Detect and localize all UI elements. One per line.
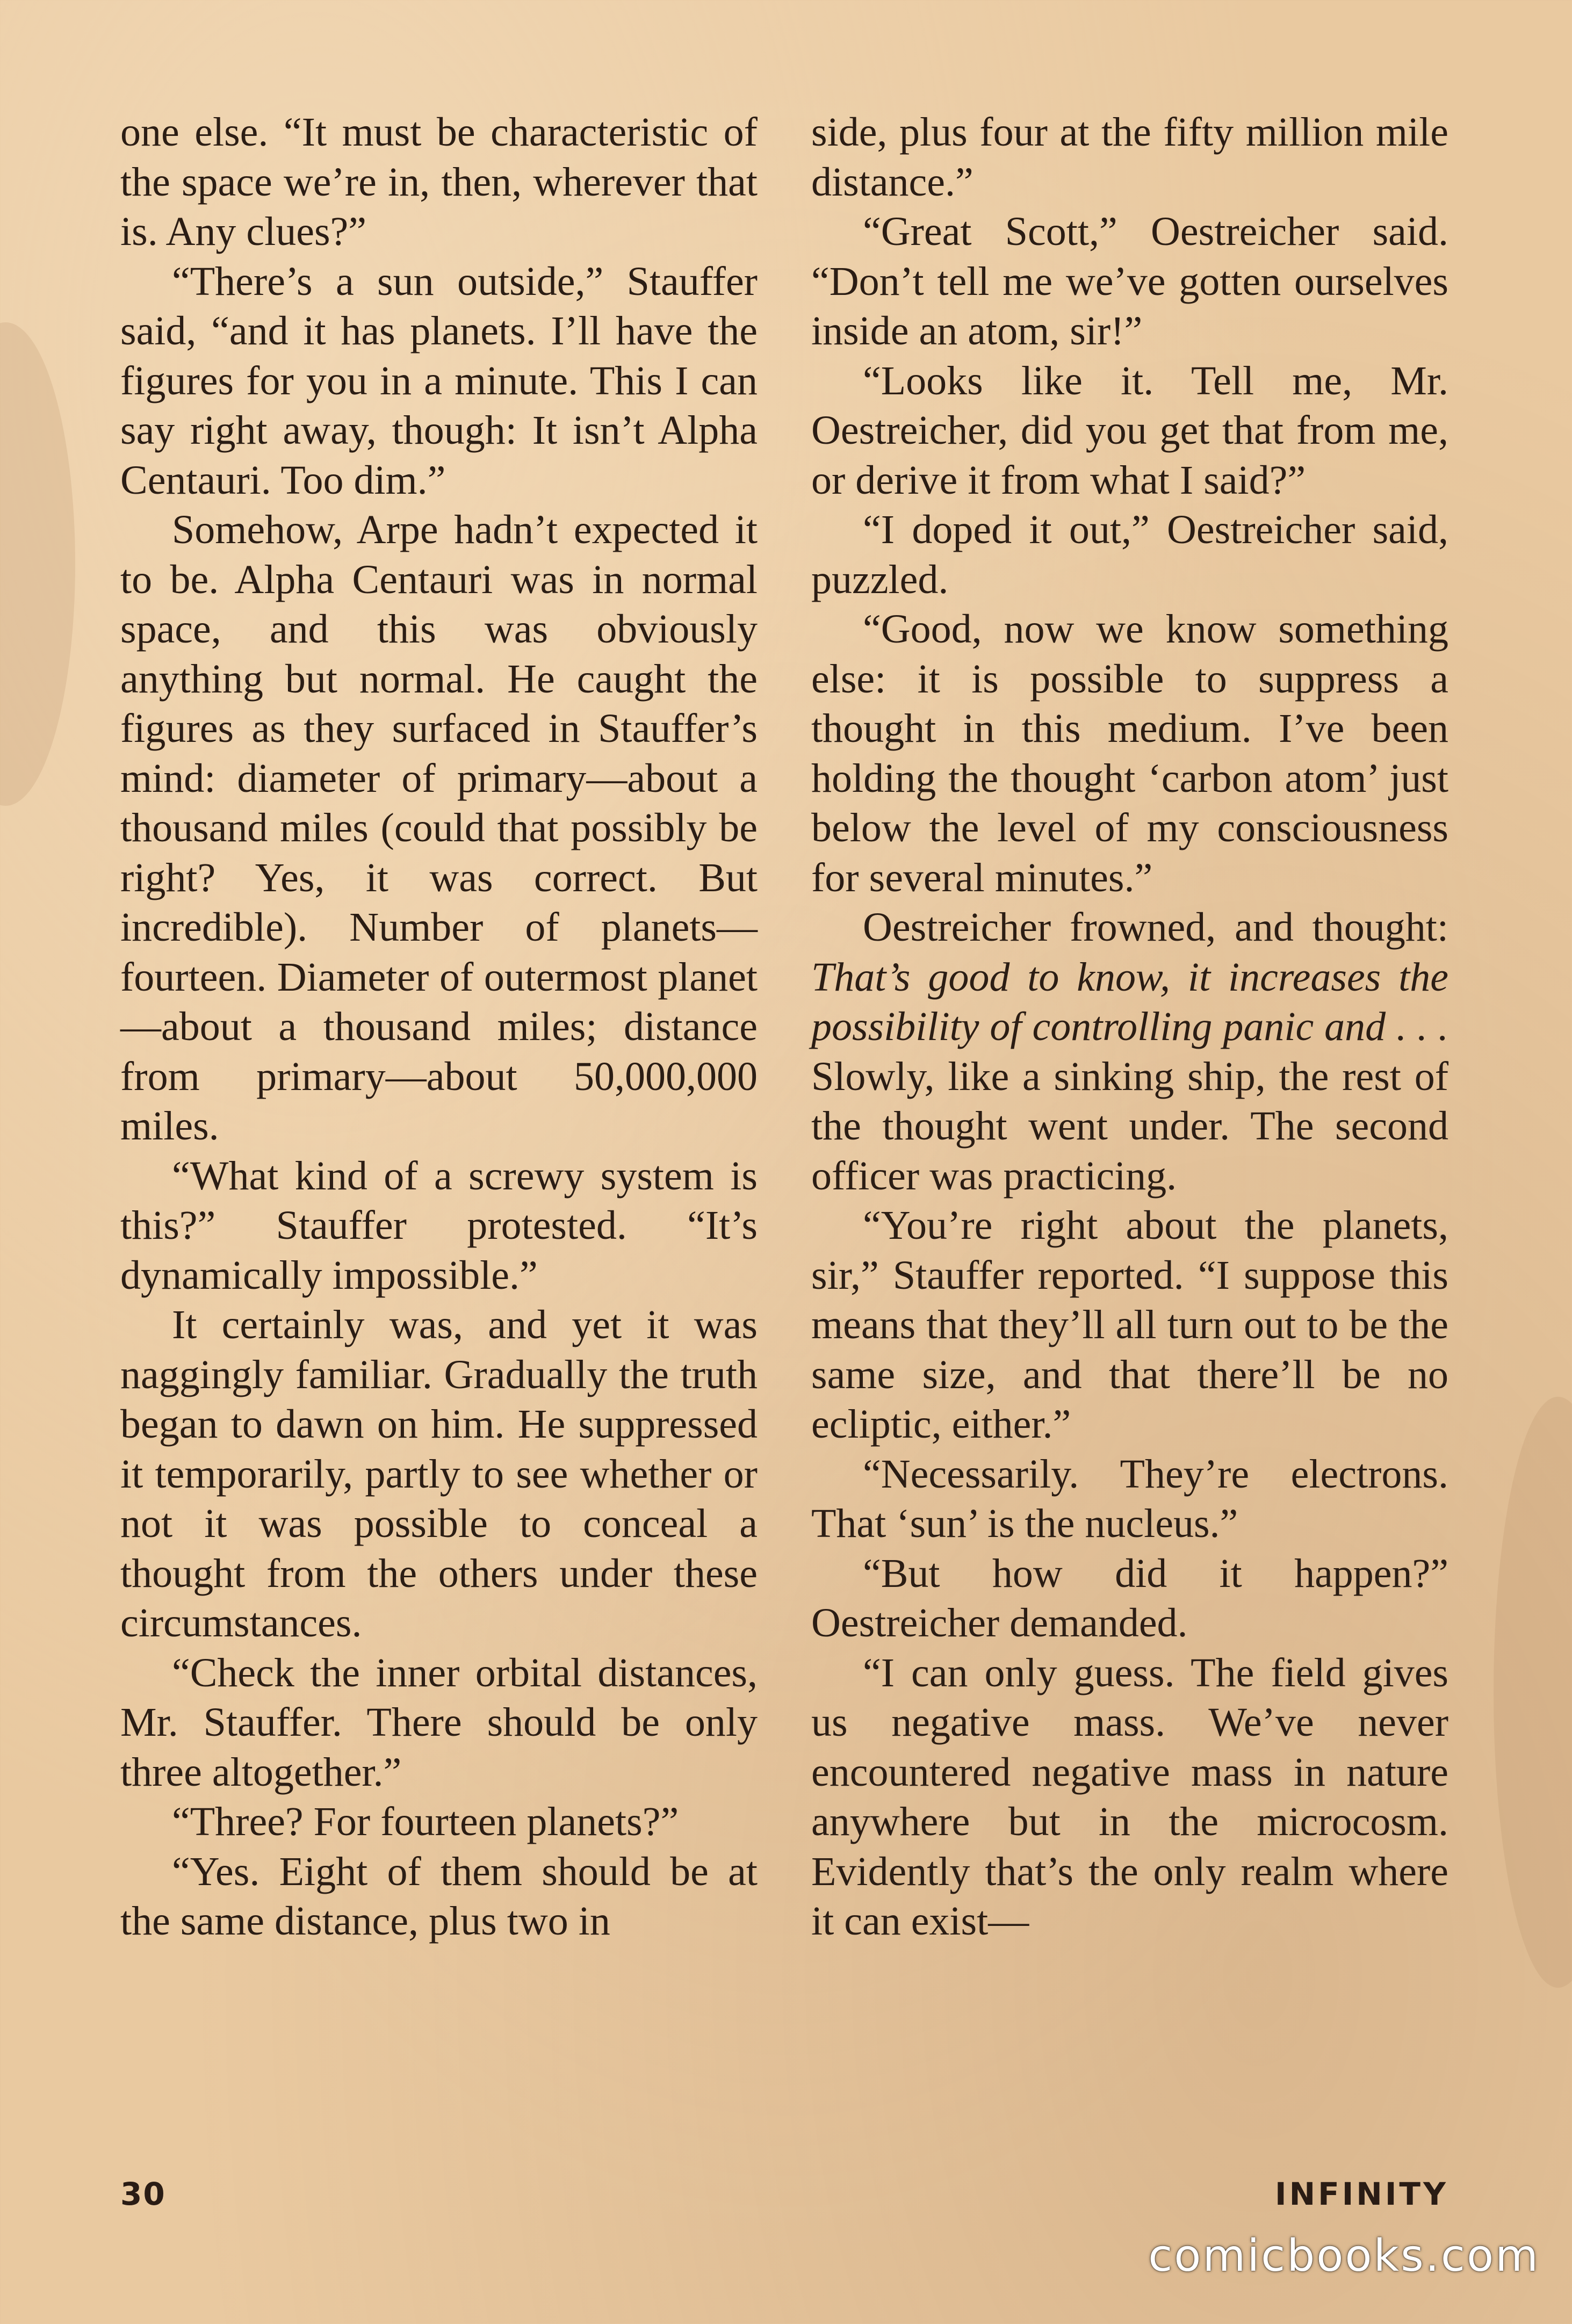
paper-stain xyxy=(0,322,75,806)
paragraph: “What kind of a screwy system is this?” Stauffer protested. “It’s dynamically impossible.” xyxy=(120,1153,758,1298)
paragraph-text: Oestreicher frowned, and thought: xyxy=(863,905,1448,950)
right-column xyxy=(811,107,1448,1946)
paragraph: “But how did it happen?” Oestreicher demanded. xyxy=(811,1550,1448,1645)
paragraph: “Necessarily. They’re electrons. That ‘sun’ is the nucleus.” xyxy=(811,1451,1448,1546)
page-number: 30 xyxy=(120,2176,166,2212)
paragraph: It certainly was, and yet it was naggingly familiar. Gradually the truth began to dawn on him. He suppressed it temporarily, partly to see whether or not it was possible to conceal a thought from the others under these circumstances. xyxy=(120,1302,758,1645)
paragraph: “Check the inner orbital distances, Mr. Stauffer. There should be only three altogether.” xyxy=(120,1650,758,1795)
paragraph: “Looks like it. Tell me, Mr. Oestreicher, did you get that from me, or derive it from what I said?” xyxy=(811,358,1448,503)
paragraph: “Yes. Eight of them should be at the same distance, plus two in xyxy=(120,1849,758,1944)
paragraph: “You’re right about the planets, sir,” Stauffer reported. “I suppose this means that they’ll all turn out to be the same size, and that there’ll be no ecliptic, either.” xyxy=(811,1203,1448,1447)
magazine-name: INFINITY xyxy=(1274,2176,1448,2212)
left-column xyxy=(120,107,758,1946)
paragraph: “I can only guess. The field gives us negative mass. We’ve never encountered negative mass in nature anywhere but in the microcosm. Evidently that’s the only realm where it can exist— xyxy=(811,1650,1448,1944)
paragraph: “There’s a sun outside,” Stauffer said, “and it has planets. I’ll have the figures for you in a minute. This I can say right away, though: It isn’t Alpha Centauri. Too dim.” xyxy=(120,258,758,503)
paragraph: “Three? For fourteen planets?” xyxy=(172,1799,679,1844)
paragraph: Somehow, Arpe hadn’t expected it to be. Alpha Centauri was in normal space, and this was obviously anything but normal. He caught the figures as they surfaced in Stauffer’s mind: diameter of primary—about a thousand miles (could that possibly be right? Yes, it was correct. But incredible). Number of planets—fourteen. Diameter of outermost planet—about a thousand miles; distance from primary—about 50,000,000 miles. xyxy=(120,507,758,1149)
paragraph: “Good, now we know something else: it is possible to suppress a thought in this medium. I’ve been holding the thought ‘carbon atom’ just below the level of my consciousness for several minutes.” xyxy=(811,607,1448,900)
paragraph: one else. “It must be characteristic of the space we’re in, then, wherever that is. Any clues?” xyxy=(120,110,758,254)
paragraph: “I doped it out,” Oestreicher said, puzzled. xyxy=(811,507,1448,602)
paragraph: “Great Scott,” Oestreicher said. “Don’t tell me we’ve gotten ourselves inside an atom, sir!” xyxy=(811,209,1448,353)
italic-thought: That’s good to know, it increases the possibility of controlling panic and . . . xyxy=(811,954,1448,1049)
paragraph xyxy=(811,903,1448,1201)
paper-stain xyxy=(1494,1397,1572,1988)
paragraph-text: Slowly, like a sinking ship, the rest of the thought went under. The second officer was practicing. xyxy=(811,1053,1448,1199)
site-watermark: comicbooks.com xyxy=(1148,2231,1540,2282)
paragraph: side, plus four at the fifty million mile distance.” xyxy=(811,110,1448,205)
